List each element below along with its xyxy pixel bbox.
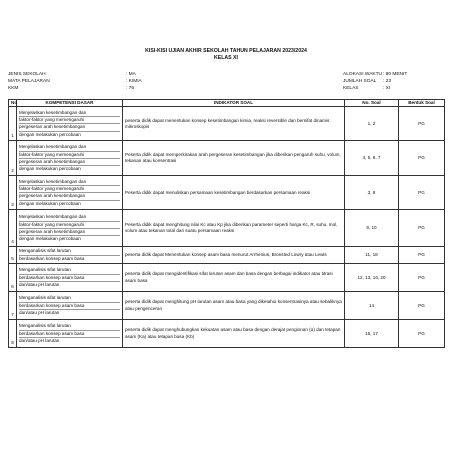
kompetensi-dasar-line: Menganalisis sifat larutan (19, 295, 120, 302)
header-no: No (9, 100, 17, 107)
meta-value: : MA (126, 72, 136, 77)
row-number: 3 (9, 176, 17, 210)
kompetensi-dasar-cell (17, 247, 123, 264)
row-number: 8 (9, 320, 17, 348)
indikator-soal-cell: peserta didik dapat menghubungkan kekuatan asam atau basa dengan derajat pengionan (α) dan tetapan asam (Ka) atau tetapan basa (Kb) (123, 320, 345, 348)
bentuk-soal-cell: PG (399, 264, 445, 292)
table-row (9, 264, 445, 292)
kompetensi-dasar-line: dengan melakukan percobaan (19, 236, 81, 242)
kompetensi-dasar-line: berdasarkan konsep asam basa (19, 275, 120, 282)
kompetensi-dasar-line: pergeseran arah kesetimbangan (19, 193, 120, 200)
kompetensi-dasar-line: faktor-faktor yang memengaruhi (19, 152, 120, 159)
kompetensi-dasar-line: Menjelaskan kesetimbangan dan (19, 214, 120, 221)
meta-value: : XI (383, 86, 391, 91)
document-subtitle: KELAS XI (214, 55, 238, 61)
indikator-soal-cell: Peserta didik dapat menuliskan persamaan kesetimbangan berdasarkan persamaan reaksi (123, 176, 345, 210)
meta-value: : 90 MENIT (383, 72, 408, 77)
kompetensi-dasar-line: Menganalisis sifat larutan (19, 248, 120, 255)
no-soal-cell: 4, 5, 6, 7 (345, 141, 399, 176)
bentuk-soal-cell: PG (399, 292, 445, 320)
meta-label: KKM (8, 86, 19, 91)
indikator-soal-cell: peserta didik dapat menghitung pH larutan asam atau basa yang diketahui konsentrasinya atau sebaliknya atau pengenceran (123, 292, 345, 320)
row-number: 5 (9, 247, 17, 264)
row-number: 7 (9, 292, 17, 320)
meta-label: JUMLAH SOAL (343, 79, 377, 84)
table-row (9, 107, 445, 141)
kompetensi-dasar-line: dan/atau pH larutan (19, 281, 60, 287)
kompetensi-dasar-line: dan/atau pH larutan (19, 309, 60, 315)
kompetensi-dasar-line: dengan melakukan percobaan (19, 200, 81, 206)
meta-row (8, 71, 444, 78)
kompetensi-dasar-line: Menjelaskan kesetimbangan dan (19, 179, 120, 186)
kompetensi-dasar-line: berdasarkan konsep asam basa (19, 303, 120, 310)
indikator-soal-cell: peserta didik dapat Menentukan konsep asam basa menurut Arrhenius, Bronsted Lowry atau Lewis (123, 247, 345, 264)
kompetensi-dasar-cell (17, 292, 123, 320)
indikator-soal-cell: peserta didik dapat mengidentifikasi sifat larutan asam dan basa dengan berbagai indikator atau titrasi asam basa (123, 264, 345, 292)
kompetensi-dasar-cell (17, 141, 123, 176)
row-number: 2 (9, 141, 17, 176)
kompetensi-dasar-line: berdasarkan konsep asam basa (19, 331, 120, 338)
table-header-row (9, 100, 445, 107)
document (8, 48, 444, 348)
meta-label: ALOKASI WAKTU (343, 72, 383, 77)
table-body (9, 107, 445, 348)
meta-row (8, 85, 444, 92)
meta-row (8, 78, 444, 85)
table-row (9, 210, 445, 247)
kompetensi-dasar-line: pergeseran arah kesetimbangan (19, 124, 120, 131)
kompetensi-dasar-line: faktor-faktor yang memengaruhi (19, 117, 120, 124)
kompetensi-dasar-line: Menjelaskan kesetimbangan dan (19, 110, 120, 117)
bentuk-soal-cell: PG (399, 247, 445, 264)
table-row (9, 320, 445, 348)
indikator-soal-cell: Peserta didik dapat memperkirakan arah pergeseran kesetimbangan jika diberikan pengaruh suhu, volum, tekanan atau konsentrasi (123, 141, 345, 176)
kompetensi-dasar-line: faktor-faktor yang memengaruhi (19, 222, 120, 229)
bentuk-soal-cell: PG (399, 320, 445, 348)
no-soal-cell: 9, 10 (345, 210, 399, 247)
header-kompetensi-dasar: KOMPETENSI DASAR (17, 100, 123, 107)
table-row (9, 141, 445, 176)
indikator-soal-cell: Peserta didik dapat menghitung nilai Kc atau Kp jika diberikan parameter seperti harga Kc, R, suhu, mol, volum atau tekanan total dari suatu persamaan reaksi (123, 210, 345, 247)
indikator-soal-cell: peserta didik dapat menentukan konsep kesetimbangan kimia, reaksi reversible dan bersifat dinamis mikroskopis (123, 107, 345, 141)
header-bentuk-soal: Bentuk Soal (399, 100, 445, 107)
table-row (9, 292, 445, 320)
meta-value: : 23 (383, 79, 392, 84)
kompetensi-dasar-line: Menganalisis sifat larutan (19, 323, 120, 330)
row-number: 1 (9, 107, 17, 141)
header-no-soal: No. Soal (345, 100, 399, 107)
no-soal-cell: 15, 17 (345, 320, 399, 348)
document-title: KISI-KISI UJIAN AKHIR SEKOLAH TAHUN PELAJARAN 2023/2024 (145, 48, 307, 54)
table-row (9, 176, 445, 210)
kompetensi-dasar-cell (17, 210, 123, 247)
kompetensi-dasar-line: faktor-faktor yang memengaruhi (19, 186, 120, 193)
meta-value: : 76 (126, 86, 135, 91)
meta-label: MATA PELAJARAN (8, 79, 50, 84)
kompetensi-dasar-line: Menganalisis sifat larutan (19, 267, 120, 274)
row-number: 4 (9, 210, 17, 247)
kompetensi-dasar-line: dengan melakukan percobaan (19, 166, 81, 172)
no-soal-cell: 11, 18 (345, 247, 399, 264)
kompetensi-dasar-line: dan/atau pH larutan (19, 337, 60, 343)
kompetensi-dasar-line: dengan melakukan percobaan (19, 131, 81, 137)
bentuk-soal-cell: PG (399, 107, 445, 141)
kompetensi-dasar-line: pergeseran arah kesetimbangan (19, 229, 120, 236)
kompetensi-dasar-cell (17, 264, 123, 292)
kompetensi-dasar-line: pergeseran arah kesetimbangan (19, 159, 120, 166)
no-soal-cell: 3, 8 (345, 176, 399, 210)
bentuk-soal-cell: PG (399, 210, 445, 247)
meta-label: KELAS (343, 86, 359, 91)
bentuk-soal-cell: PG (399, 141, 445, 176)
no-soal-cell: 14 (345, 292, 399, 320)
no-soal-cell: 1, 2 (345, 107, 399, 141)
row-number: 6 (9, 264, 17, 292)
meta-value: : KIMIA (126, 79, 142, 84)
no-soal-cell: 12, 13, 16, 20 (345, 264, 399, 292)
kompetensi-dasar-cell (17, 176, 123, 210)
kompetensi-dasar-line: berdasarkan konsep asam basa (19, 255, 85, 261)
table-row (9, 247, 445, 264)
meta-block (8, 71, 444, 99)
kisi-kisi-table (8, 99, 445, 348)
meta-label: JENIS SEKOLAH (8, 72, 46, 77)
kompetensi-dasar-cell (17, 107, 123, 141)
bentuk-soal-cell: PG (399, 176, 445, 210)
kompetensi-dasar-line: Menjelaskan kesetimbangan dan (19, 144, 120, 151)
kompetensi-dasar-cell (17, 320, 123, 348)
header-indikator-soal: INDIKATOR SOAL (123, 100, 345, 107)
